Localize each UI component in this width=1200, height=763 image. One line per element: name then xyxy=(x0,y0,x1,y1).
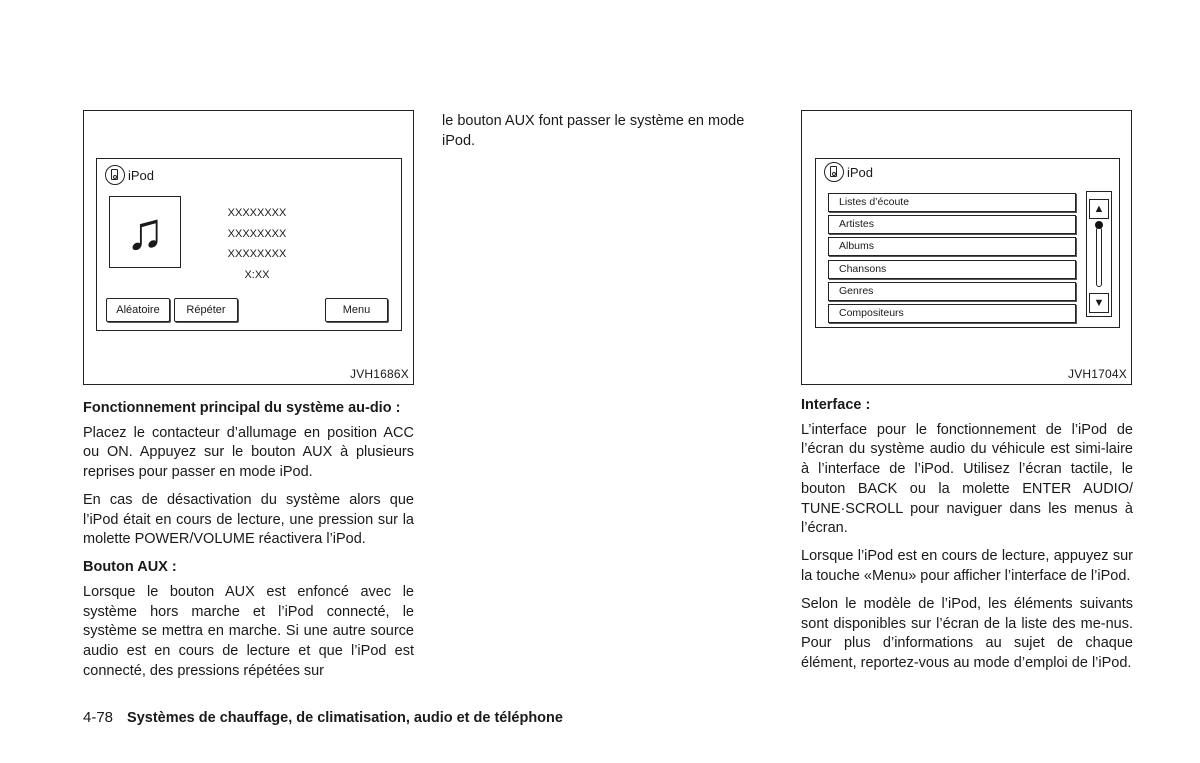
down-arrow-icon[interactable]: ▼ xyxy=(1089,293,1109,313)
track-info xyxy=(217,203,297,285)
scroll-thumb[interactable] xyxy=(1095,221,1103,229)
paragraph: Lorsque l’iPod est en cours de lecture, appuyez sur la touche «Menu» pour afficher l’interface de l’iPod. xyxy=(801,548,1133,585)
column-2 xyxy=(442,112,773,160)
section-heading: Fonctionnement principal du système au-dio : xyxy=(83,400,401,416)
shuffle-button[interactable]: Aléatoire xyxy=(106,298,170,322)
ipod-icon xyxy=(824,162,844,182)
paragraph: Placez le contacteur d’allumage en position ACC ou ON. Appuyez sur le bouton AUX à plusieurs reprises pour passer en mode iPod. xyxy=(83,424,414,481)
album-art xyxy=(109,196,181,268)
paragraph: Lorsque le bouton AUX est enfoncé avec le système hors marche et l’iPod connecté, le système se mettra en marche. Si une autre source audio est en cours de lecture et que l’iPod est connecté, des pressions répétées sur xyxy=(83,583,414,679)
page-number: 4-78 xyxy=(83,709,114,726)
track-time: X:XX xyxy=(244,268,270,281)
menu-item-genres[interactable]: Genres xyxy=(828,282,1076,301)
figure-ipod-menu xyxy=(801,110,1132,385)
screen-header xyxy=(824,162,873,182)
ipod-icon xyxy=(105,165,125,185)
scrollbar[interactable] xyxy=(1086,191,1112,317)
menu-item-songs[interactable]: Chansons xyxy=(828,260,1076,279)
column-3 xyxy=(801,396,1133,682)
music-note-icon: ♫ xyxy=(125,203,165,261)
figure-ipod-playback xyxy=(83,110,414,385)
ipod-menu-screen xyxy=(815,158,1120,328)
ipod-playback-screen xyxy=(96,158,402,331)
screen-title: iPod xyxy=(128,167,155,183)
column-1 xyxy=(83,399,414,690)
section-title: Systèmes de chauffage, de climatisation, audio et de téléphone xyxy=(127,710,563,726)
up-arrow-icon[interactable]: ▲ xyxy=(1089,199,1109,219)
paragraph: le bouton AUX font passer le système en mode iPod. xyxy=(442,113,745,149)
paragraph: En cas de désactivation du système alors que l’iPod était en cours de lecture, une pression sur la molette POWER/VOLUME réactivera l’iPod. xyxy=(83,491,414,548)
screen-header xyxy=(105,165,154,185)
track-line: XXXXXXXX xyxy=(227,248,287,260)
paragraph: Selon le modèle de l’iPod, les éléments suivants sont disponibles sur l’écran de la liste des me-nus. Pour plus d’informations au sujet de chaque élément, reportez-vous au mode d’emploi de l’iPod. xyxy=(801,595,1133,672)
section-heading: Interface : xyxy=(801,397,871,413)
menu-item-artists[interactable]: Artistes xyxy=(828,215,1076,234)
section-heading: Bouton AUX : xyxy=(83,559,177,576)
menu-item-albums[interactable]: Albums xyxy=(828,237,1076,256)
figure-label: JVH1704X xyxy=(1068,367,1127,381)
figure-label: JVH1686X xyxy=(350,367,409,381)
track-line: XXXXXXXX xyxy=(227,227,287,240)
screen-title: iPod xyxy=(847,164,874,180)
menu-button[interactable]: Menu xyxy=(325,298,388,322)
scroll-rail xyxy=(1096,227,1102,287)
repeat-button[interactable]: Répéter xyxy=(174,298,238,322)
paragraph: L’interface pour le fonctionnement de l’iPod de l’écran du système audio du véhicule est simi-laire à l’interface de l’iPod. Utilisez l’écran tactile, le bouton BACK ou la molette ENTER AUDIO/ TUNE·SCROLL pour naviguer dans les menus à l’écran. xyxy=(801,421,1133,537)
track-line: XXXXXXXX xyxy=(227,207,287,219)
menu-item-playlists[interactable]: Listes d’écoute xyxy=(828,193,1076,212)
page-footer xyxy=(83,709,563,726)
menu-item-composers[interactable]: Compositeurs xyxy=(828,304,1076,323)
